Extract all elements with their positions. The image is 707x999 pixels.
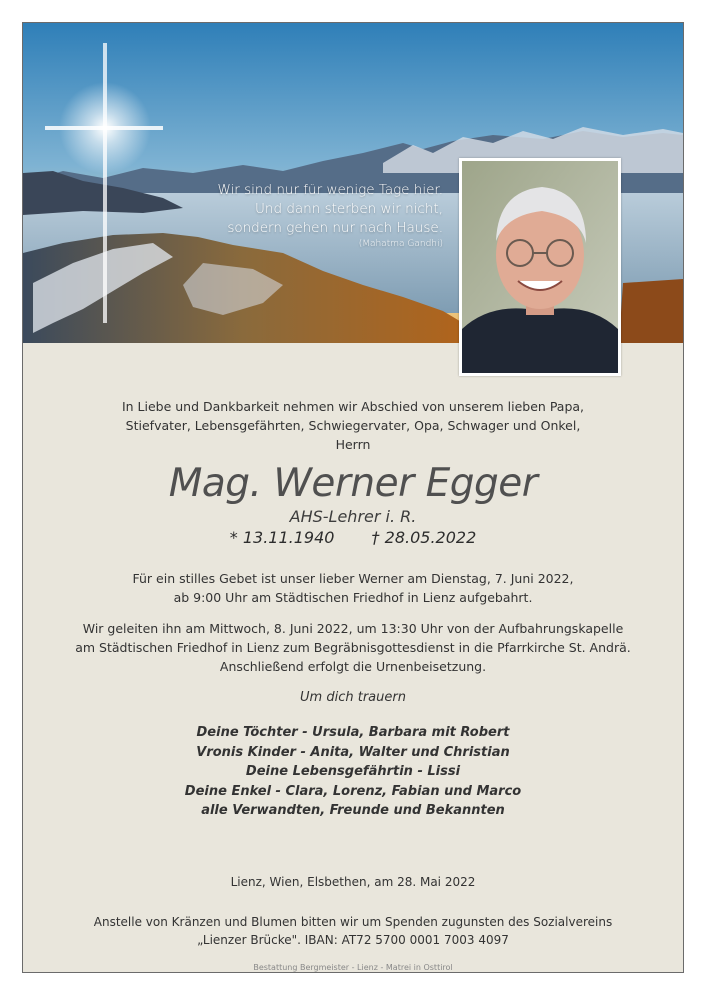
mourners-heading: Um dich trauern	[300, 690, 406, 705]
place-date: Lienz, Wien, Elsbethen, am 28. Mai 2022	[230, 875, 476, 889]
viewing-line: ab 9:00 Uhr am Städtischen Friedhof in Lienz aufgebahrt.	[173, 590, 533, 605]
funeral-home-footer: Bestattung Bergmeister - Lienz - Matrei in Osttirol	[253, 963, 453, 972]
life-dates	[23, 528, 683, 547]
funeral-line: am Städtischen Friedhof in Lienz zum Begräbnisgottesdienst in die Pfarrkirche St. Andrä.	[75, 640, 631, 655]
intro-line: In Liebe und Dankbarkeit nehmen wir Abschied von unserem lieben Papa,	[121, 399, 585, 414]
mourner-entry: Deine Lebensgefährtin - Lissi	[245, 764, 461, 779]
portrait-photo	[459, 158, 621, 376]
intro-line: Herrn	[335, 437, 371, 452]
intro-text	[23, 397, 683, 454]
obituary-card	[22, 22, 684, 973]
deceased-profession: AHS-Lehrer i. R.	[289, 507, 417, 526]
quote-line: sondern gehen nur nach Hause.	[227, 220, 443, 236]
mourners-list	[23, 723, 683, 821]
quote-line: Und dann sterben wir nicht,	[255, 201, 443, 217]
deceased-name: Mag. Werner Egger	[168, 461, 538, 506]
viewing-info	[23, 569, 683, 607]
gandhi-quote	[113, 181, 443, 251]
death-date: † 28.05.2022	[371, 528, 477, 547]
donation-request	[23, 913, 683, 949]
quote-line: Wir sind nur für wenige Tage hier.	[217, 182, 443, 198]
donation-line: Anstelle von Kränzen und Blumen bitten wir um Spenden zugunsten des Sozialvereins	[93, 915, 613, 929]
mourner-entry: Deine Töchter - Ursula, Barbara mit Robert	[196, 725, 510, 740]
funeral-info	[23, 619, 683, 676]
donation-line: „Lienzer Brücke". IBAN: AT72 5700 0001 7003 4097	[197, 933, 509, 947]
birth-date: * 13.11.1940	[229, 528, 335, 547]
mourner-entry: Deine Enkel - Clara, Lorenz, Fabian und Marco	[184, 783, 522, 799]
viewing-line: Für ein stilles Gebet ist unser lieber Werner am Dienstag, 7. Juni 2022,	[132, 571, 574, 586]
funeral-line: Anschließend erfolgt die Urnenbeisetzung.	[219, 659, 487, 674]
quote-attribution: (Mahatma Gandhi)	[358, 239, 443, 249]
intro-line: Stiefvater, Lebensgefährten, Schwiegervater, Opa, Schwager und Onkel,	[125, 418, 581, 433]
mourner-entry: Vronis Kinder - Anita, Walter und Christian	[196, 744, 510, 760]
mourner-entry: alle Verwandten, Freunde und Bekannten	[201, 803, 505, 818]
funeral-line: Wir geleiten ihn am Mittwoch, 8. Juni 2022, um 13:30 Uhr von der Aufbahrungskapelle	[82, 621, 624, 636]
